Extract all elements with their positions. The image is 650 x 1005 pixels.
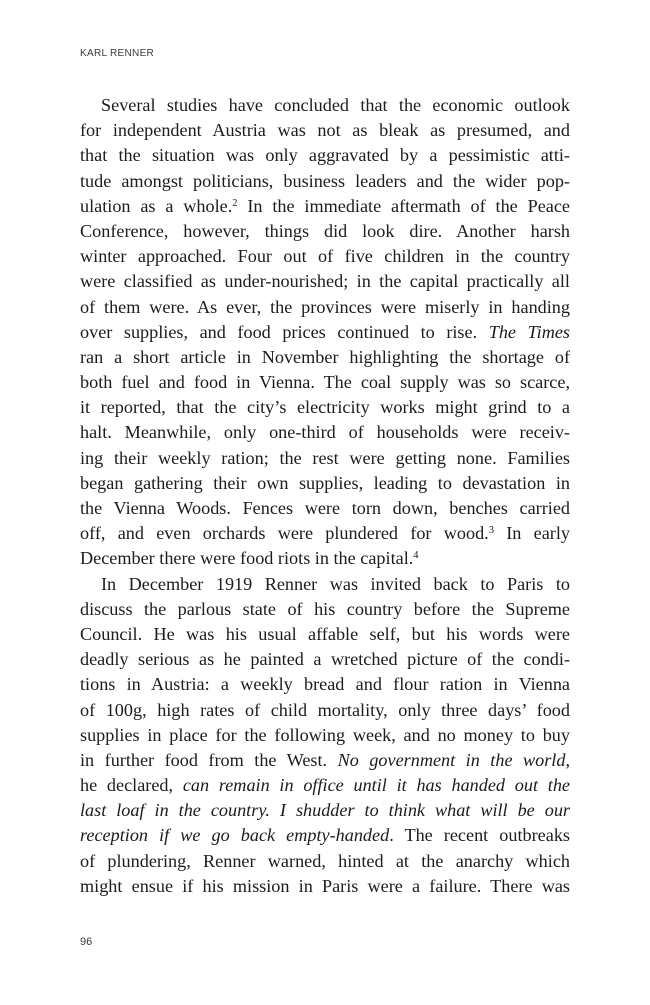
text-line [80, 219, 570, 244]
text-line [80, 496, 570, 521]
text-line [80, 244, 570, 269]
text-segment: of 100g, high rates of child mortality, only three days’ food [80, 699, 570, 720]
text-segment: . The recent outbreaks [389, 825, 570, 846]
text-line [80, 748, 570, 773]
text-line [80, 874, 570, 899]
text-segment: in further food from the West. [80, 749, 338, 770]
text-segment: deadly serious as he painted a wretched picture of the condi- [80, 649, 570, 670]
text-segment: ulation as a whole. [80, 195, 233, 216]
text-line [80, 698, 570, 723]
text-segment: winter approached. Four out of five children in the country [80, 246, 570, 267]
text-segment: discuss the parlous state of his country before the Supreme [80, 598, 570, 619]
text-segment: it reported, that the city’s electricity works might grind to a [80, 397, 570, 418]
text-segment: for independent Austria was not as bleak as presumed, and [80, 120, 570, 141]
text-segment: off, and even orchards were plundered for wood. [80, 523, 489, 544]
text-line [80, 622, 570, 647]
text-line [80, 672, 570, 697]
text-line [80, 471, 570, 496]
text-segment: supplies in place for the following week, and no money to buy [80, 724, 570, 745]
text-segment: were classified as under-nourished; in the capital practically all [80, 271, 570, 292]
footnote-ref: 4 [413, 550, 419, 562]
text-line [80, 295, 570, 320]
text-line [80, 143, 570, 168]
text-segment: might ensue if his mission in Paris were a failure. There was [80, 875, 570, 896]
text-line [80, 521, 570, 546]
text-segment: In the immediate aftermath of the Peace [237, 195, 570, 216]
text-segment: over supplies, and food prices continued to rise. [80, 321, 489, 342]
text-line [80, 849, 570, 874]
text-line [80, 345, 570, 370]
text-segment: tude amongst politicians, business leaders and the wider pop- [80, 170, 570, 191]
text-line [80, 420, 570, 445]
text-segment: Several studies have concluded that the economic outlook [101, 95, 570, 115]
italic-text: last loaf in the country. I shudder to think what will be our [80, 800, 570, 821]
text-segment: both fuel and food in Vienna. The coal supply was so scarce, [80, 372, 570, 393]
text-line [80, 597, 570, 622]
italic-text: can remain in office until it has handed out the [182, 775, 570, 796]
text-line [80, 446, 570, 471]
text-segment: that the situation was only aggravated by a pessimistic atti- [80, 145, 570, 166]
italic-text: No government in the world [337, 749, 566, 770]
text-segment: he declared, [80, 775, 183, 796]
text-line [80, 823, 570, 848]
text-line [80, 773, 570, 798]
page-number: 96 [80, 936, 93, 948]
text-line [80, 93, 570, 118]
text-line [80, 647, 570, 672]
text-line [80, 320, 570, 345]
text-line [80, 370, 570, 395]
text-segment: December there were food riots in the capital. [80, 548, 414, 569]
text-line [80, 798, 570, 823]
text-segment: of them were. As ever, the provinces were miserly in handing [80, 296, 570, 317]
text-line [80, 169, 570, 194]
text-line [80, 572, 570, 597]
text-segment: Conference, however, things did look dire. Another harsh [80, 220, 570, 241]
text-line [80, 723, 570, 748]
text-segment: ran a short article in November highlighting the shortage of [80, 346, 570, 367]
text-segment: of plundering, Renner warned, hinted at the anarchy which [80, 850, 570, 871]
text-line [80, 546, 570, 571]
text-segment: , [565, 749, 571, 770]
text-line [80, 194, 570, 219]
text-segment: tions in Austria: a weekly bread and flour ration in Vienna [80, 674, 570, 695]
text-line [80, 118, 570, 143]
italic-text: The Times [488, 321, 570, 342]
text-segment: began gathering their own supplies, leading to devastation in [80, 472, 570, 493]
text-segment: halt. Meanwhile, only one-third of households were receiv- [80, 422, 570, 443]
text-segment: Council. He was his usual affable self, but his words were [80, 623, 570, 644]
footnote-ref: 3 [488, 525, 494, 537]
body-text [80, 93, 570, 899]
italic-text: reception if we go back empty-handed [80, 825, 390, 846]
text-line [80, 269, 570, 294]
running-head: KARL RENNER [80, 48, 155, 59]
text-segment: the Vienna Woods. Fences were torn down, benches carried [80, 498, 570, 518]
text-segment: In early [493, 523, 570, 544]
text-segment: ing their weekly ration; the rest were getting none. Families [80, 447, 570, 468]
text-line [80, 395, 570, 420]
footnote-ref: 2 [232, 197, 238, 209]
text-segment: In December 1919 Renner was invited back to Paris to [101, 573, 570, 594]
